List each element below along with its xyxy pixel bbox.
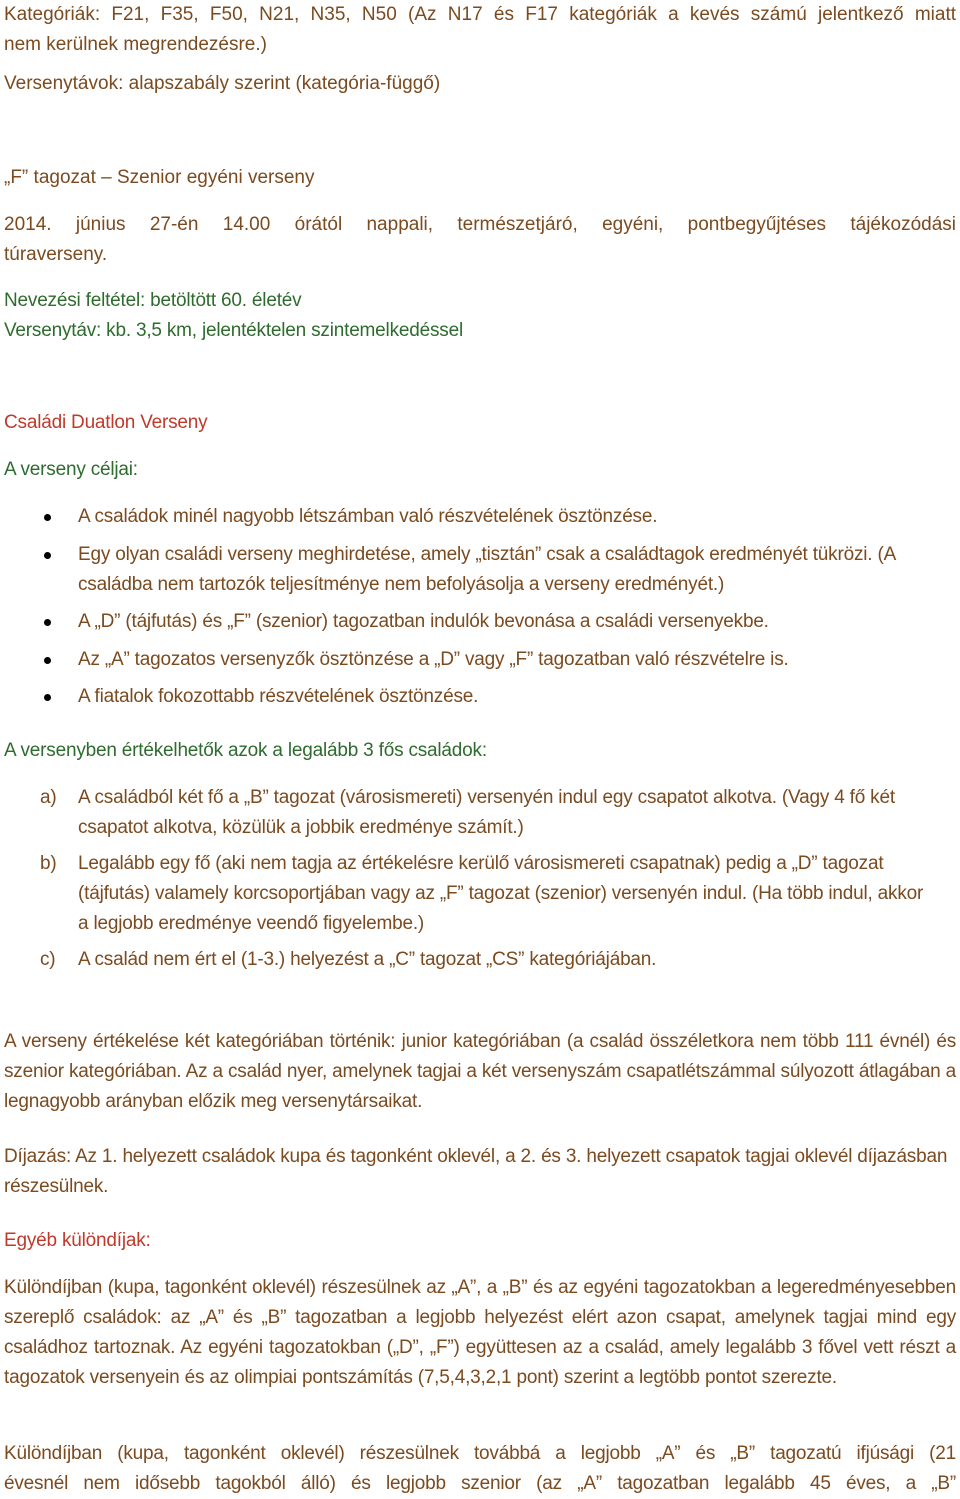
f-section-condition: Nevezési feltétel: betöltött 60. életév <box>4 290 302 311</box>
special-awards-paragraph-2-line-1: Különdíjban (kupa, tagonként oklevél) részesülnek továbbá a legjobb „A” és „B” tagozatú ifjúsági (21 <box>4 1443 956 1464</box>
awards-paragraph: Díjazás: Az 1. helyezett családok kupa és tagonként oklevél, a 2. és 3. helyezett csapatok tagjai oklevél díjazásban részesülnek. <box>4 1146 948 1197</box>
categories-line-2: nem kerülnek megrendezésre.) <box>4 34 267 55</box>
special-awards-title: Egyéb különdíjak: <box>4 1230 151 1251</box>
bullet-icon <box>44 514 51 521</box>
categories-line-1: Kategóriák: F21, F35, F50, N21, N35, N50 (Az N17 és F17 kategóriák a kevés számú jelentkező miatt <box>4 4 956 25</box>
f-section-date-line-1: 2014. június 27-én 14.00 órától nappali, természetjáró, egyéni, pontbegyűjtéses tájékozódási <box>4 214 956 235</box>
family-section-title: Családi Duatlon Verseny <box>4 412 208 433</box>
f-section-date-line-2: túraverseny. <box>4 244 108 265</box>
special-awards-paragraph-1: Különdíjban (kupa, tagonként oklevél) részesülnek az „A”, a „B” és az egyéni tagozatokban a legeredményesebben szereplő családok: az „A” és „B” tagozatban a legjobb helyezést elért azon csapat, amelynek tagjai mind egy családhoz tartoznak. Az egyéni tagozatokban („D”, „F”) együttesen az a család, amely legalább 3 fővel vett részt a tagozatok versenyein és az olimpiai pontszámítás (7,5,4,3,2,1 pont) szerint a legtöbb pontot szerezte. <box>4 1277 956 1388</box>
bullet-icon <box>44 552 51 559</box>
f-section-title: „F” tagozat – Szenior egyéni verseny <box>4 167 315 188</box>
eligible-label: A versenyben értékelhetők azok a legalább 3 fős családok: <box>4 740 487 761</box>
distances-line: Versenytávok: alapszabály szerint (kategória-függő) <box>4 73 441 94</box>
goals-label: A verseny céljai: <box>4 459 138 480</box>
list-marker: b) <box>40 853 57 874</box>
bullet-icon <box>44 657 51 664</box>
bullet-icon <box>44 619 51 626</box>
list-marker: a) <box>40 787 57 808</box>
f-section-distance: Versenytáv: kb. 3,5 km, jelentéktelen szintemelkedéssel <box>4 320 463 341</box>
list-marker: c) <box>40 949 56 970</box>
bullet-icon <box>44 694 51 701</box>
evaluation-paragraph: A verseny értékelése két kategóriában történik: junior kategóriában (a család összéletkora nem több 111 évnél) és szenior kategóriában. Az a család nyer, amelynek tagjai a két versenyszám csapatlétszámmal súlyozott átlagában a legnagyobb arányban előzik meg versenytársaikat. <box>4 1031 956 1112</box>
special-awards-paragraph-2-line-2: évesnél nem idősebb tagokból álló) és legjobb szenior (az „A” tagozatban legalább 45 éves, a „B” <box>4 1473 956 1494</box>
